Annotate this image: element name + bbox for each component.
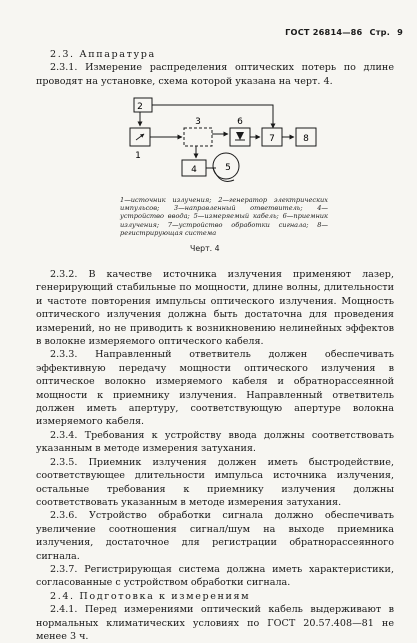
paragraph-2-3-3: 2.3.3. Направленный ответвитель должен обеспечивать эффективную передачу мощности оптического излучения в оптическое волокно измеряемого кабеля и обратнорассеянной мощности к приемнику излучения. Направленный ответвитель должен иметь апертуру, соответствующую апертуре волокна измеряемого кабеля. (36, 349, 394, 428)
label-2: 2 (137, 102, 143, 112)
paragraph-2-3-6: 2.3.6. Устройство обработки сигнала должно обеспечивать увеличение соотношения сигнал/шум на выходе приемника излучения, достаточное для регистрации обратнорассеянного сигнала. (36, 510, 394, 562)
page-label: Стр. (369, 27, 391, 37)
page-header (281, 27, 403, 37)
legend-text: 1—источник излучения; 2—генератор электрических импульсов; 3—направленный ответвитель; 4—устройство ввода; 5—измеряемый кабель; 6—приемник излучения; 7—устройство обработки сигнала; 8—регистрирующая система (120, 196, 328, 237)
paragraph-2-3-4: 2.3.4. Требования к устройству ввода должны соответствовать указанным в методе измерения затухания. (36, 429, 394, 455)
paragraph-2-4-1: 2.4.1. Перед измерениями оптический кабель выдерживают в нормальных климатических условиях по ГОСТ 20.57.408—81 не менее 3 ч. (36, 604, 394, 642)
gost-number: ГОСТ 26814—86 (285, 27, 363, 37)
section-apparatus (36, 48, 394, 88)
page-number: 9 (397, 27, 403, 37)
heading-preparation: 2.4. Подготовка к измерениям (50, 590, 251, 602)
label-7: 7 (269, 134, 275, 144)
paragraph-2-3-1: 2.3.1. Измерение распределения оптических потерь по длине проводят на установке, схема которой указана на черт. 4. (36, 62, 394, 87)
label-5: 5 (225, 163, 231, 173)
label-8: 8 (303, 134, 309, 144)
label-6: 6 (237, 117, 243, 127)
coupler-block (184, 128, 212, 146)
label-3: 3 (195, 117, 201, 127)
label-1: 1 (135, 151, 141, 161)
diagram-legend (120, 196, 328, 237)
figure-caption: Черт. 4 (190, 244, 220, 253)
paragraph-2-3-7: 2.3.7. Регистрирующая система должна иметь характеристики, согласованные с устройством обработки сигнала. (36, 563, 394, 589)
label-4: 4 (191, 165, 197, 175)
heading-apparatus: 2.3. Аппаратура (50, 49, 156, 60)
section-paragraphs (36, 268, 394, 643)
paragraph-2-3-5: 2.3.5. Приемник излучения должен иметь быстродействие, соответствующее длительности импульса источника излучения, остальные требования к приемнику излучения должны соответствовать указанным в методе измерения затухания. (36, 456, 394, 508)
photodiode-icon (236, 132, 244, 140)
paragraph-2-3-2: 2.3.2. В качестве источника излучения применяют лазер, генерирующий стабильные по мощности, длине волны, длительности и частоте повторения импульсы оптического излучения. Мощность оптического излучения должна быть достаточна для проведения измерений, но не приводить к возникновению нелинейных эффектов в волокне измеряемого оптического кабеля. (36, 269, 394, 348)
measurement-setup-diagram (110, 94, 330, 194)
